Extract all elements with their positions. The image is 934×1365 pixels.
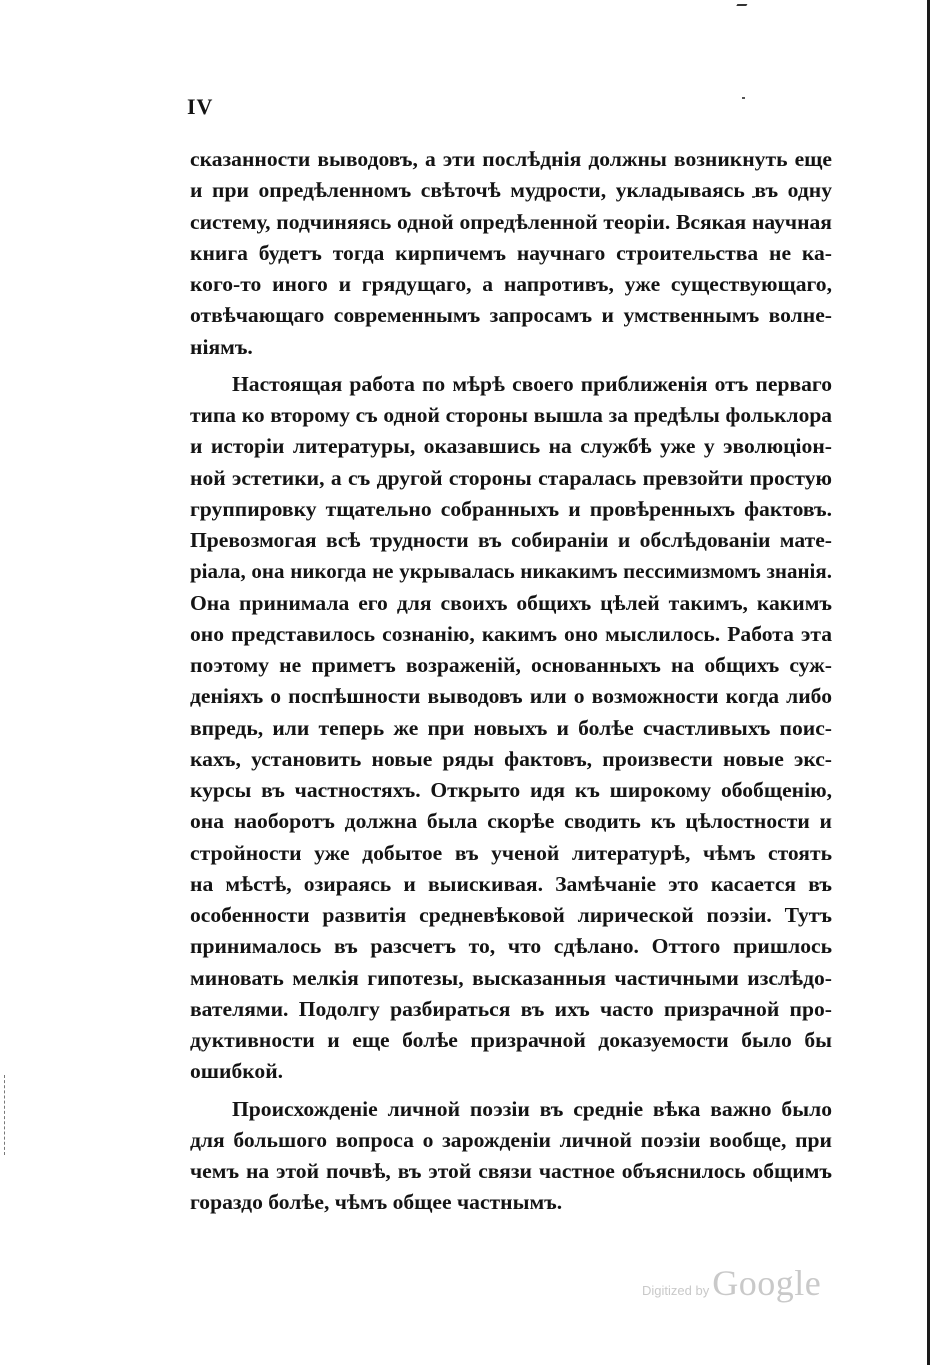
scan-margin-marks	[4, 1075, 6, 1155]
text-line: и исторіи литературы, оказавшись на службѣ уже у эволюціон-	[190, 434, 832, 459]
text-line: и при опредѣленномъ свѣточѣ мудрости, укладываясь въ одну	[190, 178, 832, 203]
paragraph	[190, 369, 832, 1088]
text-line: ошибкой.	[190, 1059, 284, 1084]
paragraph	[190, 1094, 832, 1219]
digitized-watermark	[642, 1262, 821, 1312]
watermark-prefix: Digitized by	[642, 1283, 710, 1298]
text-line: она наоборотъ должна была скорѣе сводить къ цѣлостности и	[190, 809, 832, 834]
text-line: впредь, или теперь же при новыхъ и болѣе счастливыхъ поис-	[190, 715, 832, 740]
text-line: курсы въ частностяхъ. Открыто идя къ широкому обобщенію,	[190, 778, 832, 802]
text-line: для большого вопроса о зарожденіи личной поэзіи вообще, при	[190, 1127, 832, 1152]
page-number: IV	[187, 94, 214, 119]
text-line: группировку тщательно собранныхъ и провѣренныхъ фактовъ.	[190, 496, 832, 521]
page-edge-shadow	[927, 0, 930, 1365]
text-line: особенности развитія средневѣковой лирической поэзіи. Тутъ	[190, 903, 832, 927]
text-line: деніяхъ о поспѣшности выводовъ или о возможности когда либо	[190, 684, 832, 709]
text-line: отвѣчающаго современнымъ запросамъ и умственнымъ волне-	[190, 303, 832, 328]
text-line: ніямъ.	[190, 334, 253, 359]
scan-corner-mark	[736, 0, 749, 6]
text-line: Превозмогая всѣ трудности въ собираніи и обслѣдованіи мате-	[190, 528, 832, 552]
text-line: вателями. Подолгу разбираться въ ихъ часто призрачной про-	[190, 996, 832, 1021]
text-line: систему, подчиняясь одной опредѣленной теоріи. Всякая научная	[190, 209, 832, 234]
text-line: Происхожденіе личной поэзіи въ средніе вѣка важно было	[232, 1096, 832, 1121]
body-text	[190, 144, 832, 1219]
text-line: кого-то иного и грядущаго, а напротивъ, уже существующаго,	[190, 272, 832, 296]
text-line: гораздо болѣе, чѣмъ общее частнымъ.	[190, 1190, 563, 1215]
watermark-brand: Google	[712, 1263, 822, 1303]
text-line: Она принимала его для своихъ общихъ цѣлей такимъ, какимъ	[190, 590, 832, 615]
text-line: Настоящая работа по мѣрѣ своего приближенія отъ перваго	[232, 371, 832, 396]
paragraph	[190, 144, 832, 363]
text-line: оно представилось сознанію, какимъ оно мыслилось. Работа эта	[190, 621, 832, 646]
text-line: сказанности выводовъ, а эти послѣднія должны возникнуть еще	[190, 147, 832, 171]
text-line: миновать мелкія гипотезы, высказанныя частичными изслѣдо-	[190, 965, 832, 990]
text-line: типа ко второму съ одной стороны вышла за предѣлы фольклора	[190, 403, 832, 427]
text-line: стройности уже добытое въ ученой литературѣ, чѣмъ стоять	[190, 840, 832, 865]
text-line: принималось въ разсчетъ то, что сдѣлано. Оттого пришлось	[190, 934, 832, 959]
text-line: на мѣстѣ, озираясь и выискивая. Замѣчаніе это касается въ	[190, 871, 832, 896]
text-line: поэтому не приметъ возраженій, основанныхъ на общихъ суж-	[190, 653, 832, 677]
text-line: книга будетъ тогда кирпичемъ научнаго строительства не ка-	[190, 240, 832, 265]
text-line: ріала, она никогда не укрывалась никакимъ пессимизмомъ знанія.	[190, 559, 832, 584]
text-line: кахъ, установить новые ряды фактовъ, произвести новые экс-	[190, 746, 832, 771]
scan-speck	[742, 97, 745, 99]
text-line: чемъ на этой почвѣ, въ этой связи частное объяснилось общимъ	[190, 1159, 832, 1183]
text-line: ной эстетики, а съ другой стороны старалась превзойти простую	[190, 465, 832, 490]
text-line: дуктивности и еще болѣе призрачной доказуемости было бы	[190, 1028, 832, 1052]
